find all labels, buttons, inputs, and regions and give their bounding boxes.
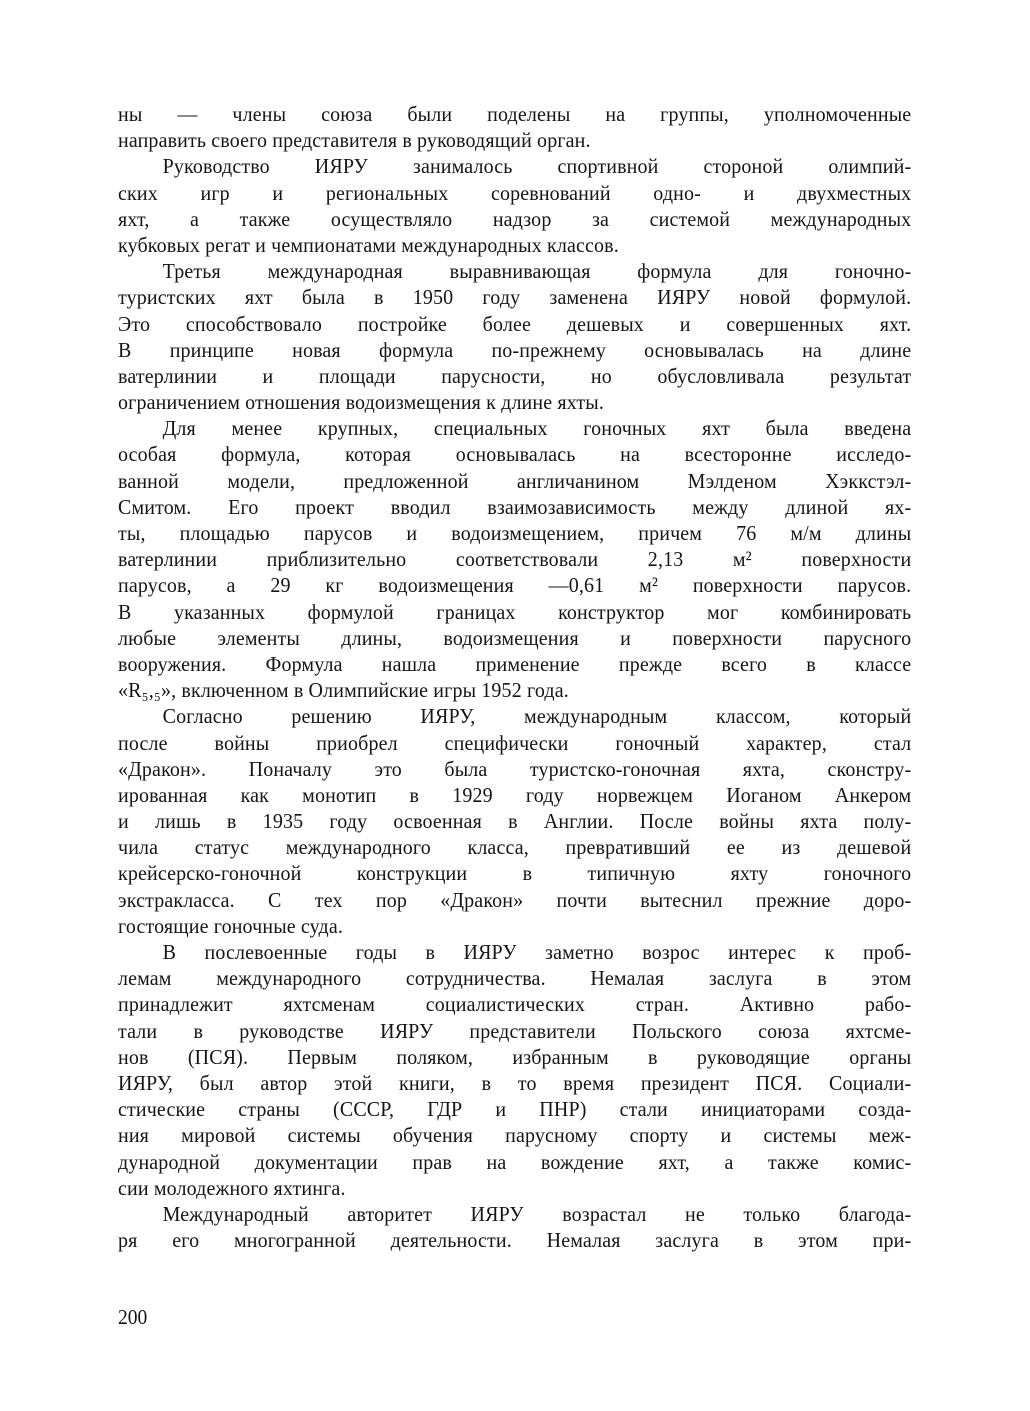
text-line: лемам международного сотрудничества. Немалая заслуга в этом (118, 966, 912, 991)
text-line: принадлежит яхтсменам социалистических стран. Активно рабо- (118, 992, 912, 1017)
text-line: гостоящие гоночные суда. (118, 913, 344, 938)
text-line: Смитом. Его проект вводил взаимозависимость между длиной ях- (118, 494, 912, 519)
text-line: особая формула, которая основывалась на всесторонне исследо- (118, 442, 912, 467)
text-line: В указанных формулой границах конструктор мог комбинировать (118, 599, 912, 624)
text-line: «Дракон». Поначалу это была туристско-гоночная яхта, сконстру- (118, 756, 912, 781)
text-line: ванной модели, предложенной англичанином Мэлденом Хэккстэл- (118, 468, 912, 493)
paragraph-5 (118, 703, 912, 939)
text-line: дународной документации прав на вождение яхт, а также комис- (118, 1149, 912, 1174)
text-line: ря его многогранной деятельности. Немалая заслуга в этом при- (118, 1228, 912, 1253)
text-line: вооружения. Формула нашла применение прежде всего в классе (118, 651, 912, 676)
paragraph-7 (118, 1201, 912, 1253)
text-line: крейсерско-гоночной конструкции в типичную яхту гоночного (118, 861, 912, 886)
text-line: В послевоенные годы в ИЯРУ заметно возрос интерес к проб- (162, 940, 912, 964)
text-line: Руководство ИЯРУ занималось спортивной стороной олимпий- (162, 154, 912, 179)
text-line: ских игр и региональных соревнований одно- и двухместных (118, 180, 912, 205)
text-line: чила статус международного класса, превративший ее из дешевой (118, 835, 912, 860)
text-line: ированная как монотип в 1929 году норвежцем Иоганом Анкером (118, 782, 912, 807)
page-number: 200 (118, 1305, 148, 1329)
text-line: ватерлинии приблизительно соответствовали 2,13 м² поверхности (118, 547, 912, 572)
text-line: ИЯРУ, был автор этой книги, в то время президент ПСЯ. Социали- (118, 1070, 912, 1095)
text-line: ватерлинии и площади парусности, но обусловливала результат (118, 363, 912, 388)
paragraph-1-continuation (118, 101, 912, 153)
text-line: Это способствовало постройке более дешевых и совершенных яхт. (118, 311, 912, 336)
text-line: и лишь в 1935 году освоенная в Англии. После войны яхта полу- (118, 809, 912, 834)
text-line: ния мировой системы обучения парусному спорту и системы меж- (118, 1123, 912, 1148)
text-line: экстракласса. С тех пор «Дракон» почти вытеснил прежние доро- (118, 887, 912, 912)
text-line: туристских яхт была в 1950 году заменена ИЯРУ новой формулой. (118, 285, 912, 310)
text-line: Третья международная выравнивающая формула для гоночно- (162, 259, 912, 284)
text-line: после войны приобрел специфически гоночный характер, стал (118, 730, 912, 755)
text-line: стические страны (СССР, ГДР и ПНР) стали инициаторами созда- (118, 1097, 912, 1122)
text-line: В принципе новая формула по-прежнему основывалась на длине (118, 337, 912, 362)
text-line: ты, площадью парусов и водоизмещением, причем 76 м/м длины (118, 521, 912, 545)
paragraph-6 (118, 939, 912, 1201)
text-line: Для менее крупных, специальных гоночных яхт была введена (162, 416, 912, 441)
paragraph-2 (118, 153, 912, 258)
text-line: тали в руководстве ИЯРУ представители Польского союза яхтсме- (118, 1018, 912, 1043)
paragraph-4 (118, 415, 912, 703)
text-line: кубковых регат и чемпионатами международных классов. (118, 232, 619, 257)
text-line: любые элементы длины, водоизмещения и поверхности парусного (118, 625, 912, 650)
text-line: парусов, а 29 кг водоизмещения —0,61 м² поверхности парусов. (118, 573, 912, 598)
text-line: Международный авторитет ИЯРУ возрастал не только благода- (162, 1201, 912, 1226)
text-line: сии молодежного яхтинга. (118, 1175, 346, 1200)
text-line: ны — члены союза были поделены на группы, уполномоченные (118, 102, 912, 126)
text-line: яхт, а также осуществляло надзор за системой международных (118, 206, 912, 231)
paragraph-3 (118, 258, 912, 415)
text-line: нов (ПСЯ). Первым поляком, избранным в руководящие органы (118, 1044, 912, 1069)
text-line: «R₅,₅», включенном в Олимпийские игры 1952 года. (118, 678, 569, 703)
text-line: Согласно решению ИЯРУ, международным классом, который (162, 704, 912, 729)
book-page-body (118, 101, 912, 1253)
text-line: ограничением отношения водоизмещения к длине яхты. (118, 390, 604, 415)
text-line: направить своего представителя в руководящий орган. (118, 128, 591, 153)
